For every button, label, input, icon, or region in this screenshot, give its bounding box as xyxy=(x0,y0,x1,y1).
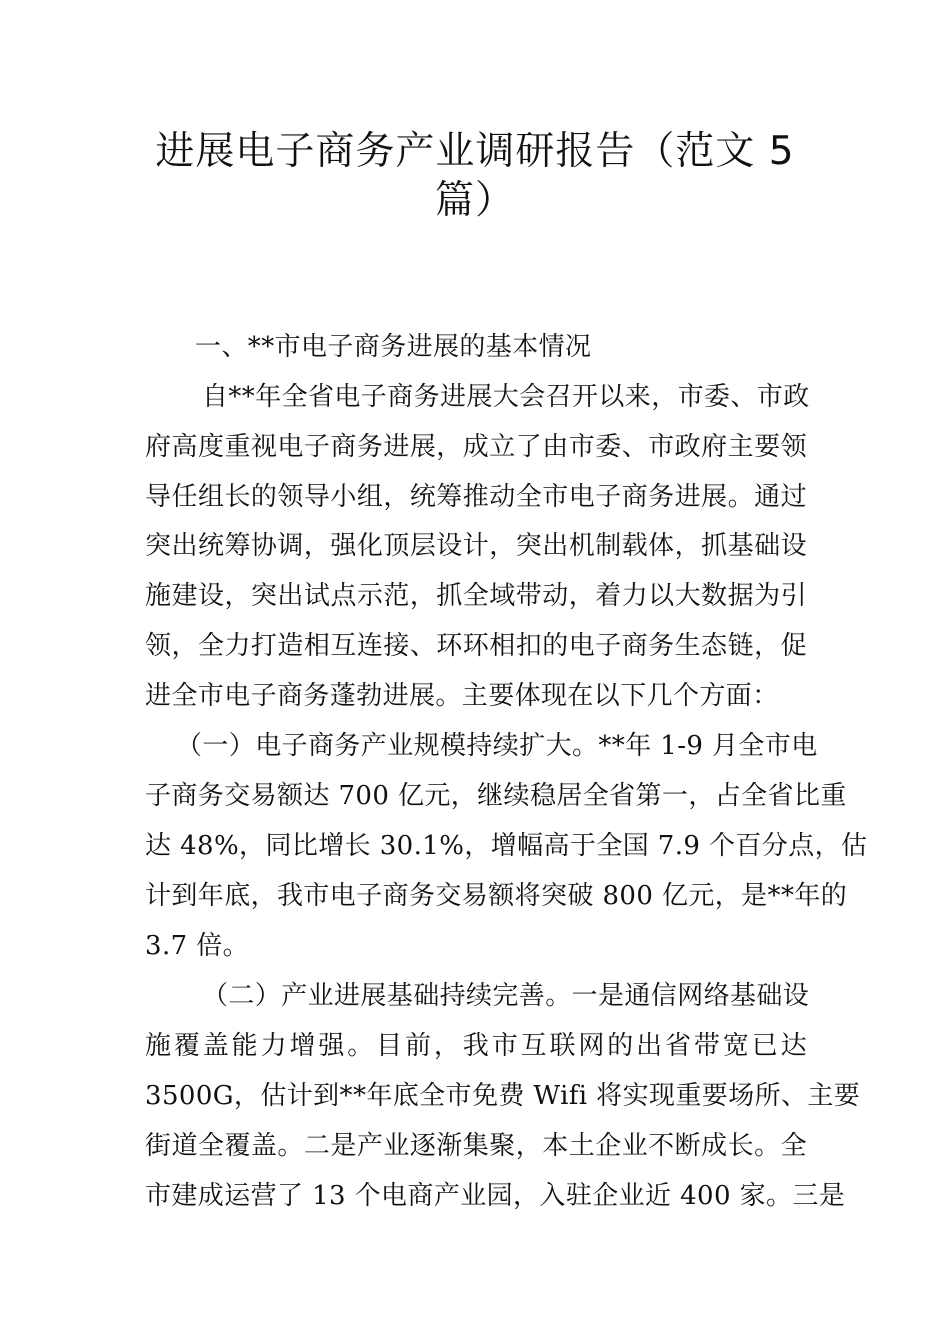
paragraph-line: （一）电子商务产业规模持续扩大。**年 1-9 月全市电 xyxy=(176,731,818,761)
paragraph-line: 突出统筹协调，强化顶层设计，突出机制载体，抓基础设 xyxy=(145,531,807,561)
document-title-line-1: 进展电子商务产业调研报告（范文 5 xyxy=(155,129,795,174)
section-heading: 一、**市电子商务进展的基本情况 xyxy=(195,332,592,362)
paragraph-line: 导任组长的领导小组，统筹推动全市电子商务进展。通过 xyxy=(145,482,807,512)
paragraph-line: 3.7 倍。 xyxy=(145,931,250,961)
paragraph-line: 达 48%，同比增长 30.1%，增幅高于全国 7.9 个百分点，估 xyxy=(145,831,868,861)
paragraph-line: 进全市电子商务蓬勃进展。主要体现在以下几个方面： xyxy=(145,681,779,711)
paragraph-line: 自**年全省电子商务进展大会召开以来，市委、市政 xyxy=(202,382,810,412)
paragraph-line: 施建设，突出试点示范，抓全域带动，着力以大数据为引 xyxy=(145,581,807,611)
paragraph-line: 子商务交易额达 700 亿元，继续稳居全省第一，占全省比重 xyxy=(145,781,847,811)
paragraph-line: 计到年底，我市电子商务交易额将突破 800 亿元，是**年的 xyxy=(145,881,848,911)
document-title-line-2: 篇） xyxy=(434,178,515,223)
paragraph-line: 施覆盖能力增强。目前，我市互联网的出省带宽已达 xyxy=(145,1031,807,1061)
paragraph-line: 3500G，估计到**年底全市免费 Wifi 将实现重要场所、主要 xyxy=(145,1081,861,1111)
paragraph-line: 领，全力打造相互连接、环环相扣的电子商务生态链，促 xyxy=(145,631,807,661)
paragraph-line: （二）产业进展基础持续完善。一是通信网络基础设 xyxy=(202,981,810,1011)
paragraph-line: 府高度重视电子商务进展，成立了由市委、市政府主要领 xyxy=(145,432,807,462)
paragraph-line: 市建成运营了 13 个电商产业园，入驻企业近 400 家。三是 xyxy=(145,1181,846,1211)
paragraph-line: 街道全覆盖。二是产业逐渐集聚，本土企业不断成长。全 xyxy=(145,1131,807,1161)
